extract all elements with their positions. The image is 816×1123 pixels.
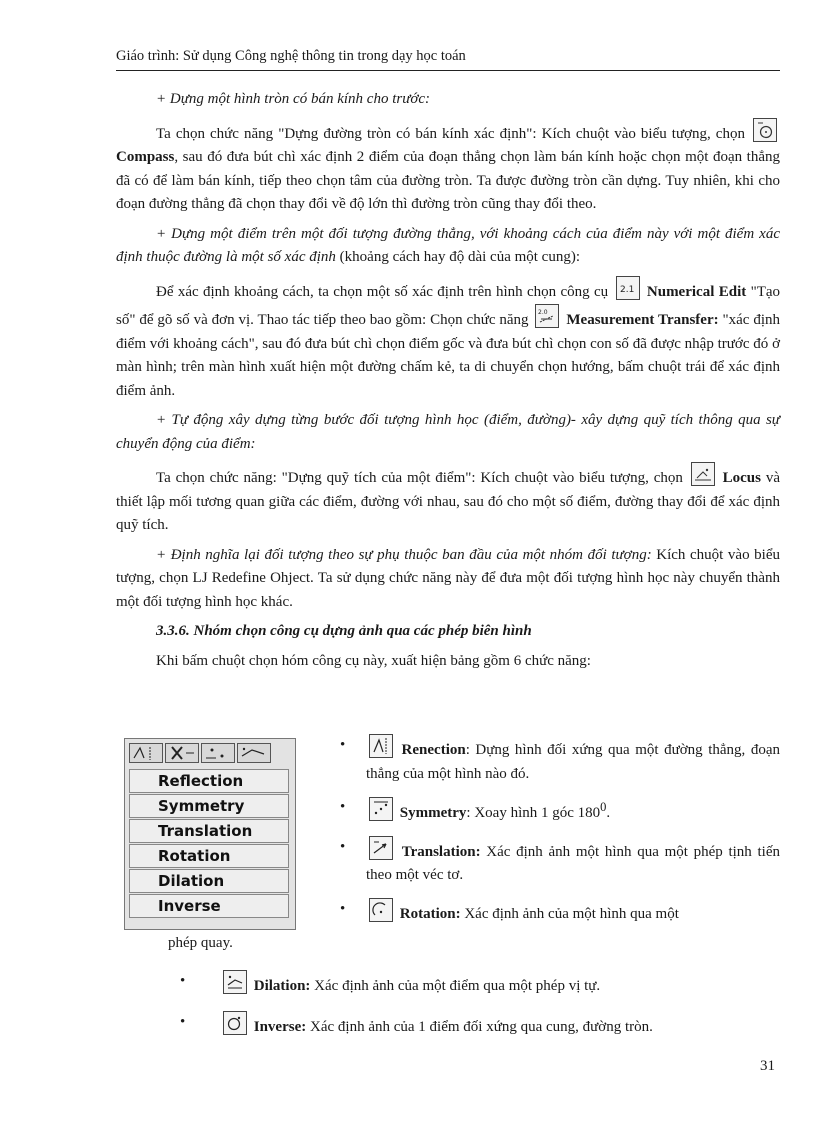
bullet-dot: • [340, 737, 346, 753]
text-span: Xác định ảnh của 1 điểm đối xứng qua cung, đường tròn. [306, 1018, 653, 1035]
page-header: Giáo trình: Sử dụng Công nghệ thông tin trong dạy học toán [116, 48, 466, 64]
text-span: và thiết lập mối tương quan giữa các điểm, đường với nhau, sau đó cho một số điểm, đường thay đổi để xác định quỹ tích. [116, 470, 780, 533]
paragraph-compass [116, 118, 780, 217]
text-span: Xác định ảnh của một điểm qua một phép vị tự. [310, 978, 601, 994]
subheading-point-on-line [116, 223, 780, 270]
measurement-transfer-label: Measurement Transfer: [566, 312, 719, 328]
compass-icon [753, 118, 777, 142]
rotation-icon [369, 898, 393, 922]
paragraph-locus [116, 462, 780, 538]
bullet-dilation [180, 970, 780, 999]
text-span: + Dựng một điểm trên một đối tượng đường thẳng, với khoảng cách của điểm này với một điểm xác định thuộc đường là một số xác định [116, 225, 780, 265]
measurement-transfer-icon [535, 304, 559, 328]
toolbox-toolbar [129, 743, 271, 765]
text-span: : Dựng hình đối xứng qua một đường thẳng, đoạn thẳng của một hình nào đó. [366, 742, 780, 782]
text-span: . [606, 805, 611, 821]
symmetry-icon [369, 797, 393, 821]
bullet-inverse [180, 1011, 780, 1040]
bullets-right-column [340, 734, 780, 936]
body-text [116, 88, 780, 679]
section-title: 3.3.6. Nhóm chọn công cụ dựng ảnh qua các phép biên hình [156, 623, 532, 639]
dilation-icon [223, 970, 247, 994]
toolbox-item-reflection[interactable]: Reflection [129, 769, 289, 793]
bullet-symmetry [340, 796, 780, 826]
measurement-transfer-icon-label: 2.0 [538, 309, 549, 316]
text-span: , sau đó đưa bút chì xác định 2 điểm của đoạn thẳng chọn làm bán kính hoặc chọn một đoạn thẳng đã có để làm bán kính, tiếp theo chọn tâm của đường tròn. Ta được đường tròn cần dựng. Tuy nhiên, khi cho đoạn đường thẳng đã chọn thay đổi về độ lớn thì đường tròn cũng thay đổi theo. [116, 149, 780, 212]
text-span: Kích chuột vào biểu tượng, chọn LJ Redefine Ohject. Ta sử dụng chức năng này để đưa một đối tượng hình học này chuyển thành một đối tượng hình học khác. [116, 546, 780, 610]
text-span: Xác định ảnh một hình qua một phép tịnh tiến theo một véc tơ. [366, 843, 780, 883]
subheading-circle: + Dựng một hình tròn có bán kính cho trước: [156, 91, 431, 107]
bullet-dot: • [340, 799, 346, 815]
toolbox-item-rotation[interactable]: Rotation [129, 844, 289, 868]
inverse-label: Inverse: [253, 1018, 307, 1035]
bullets-bottom [180, 970, 780, 1051]
numerical-edit-icon [616, 276, 640, 300]
x-tool-icon [165, 743, 199, 763]
transform-toolbox-screenshot [124, 738, 296, 930]
text-span: (khoảng cách hay độ dài của một cung): [335, 249, 581, 265]
paragraph-redefine [116, 544, 780, 615]
point-tool-icon [201, 743, 235, 763]
symmetry-label: Symmetry [399, 805, 467, 821]
bullet-reflection [340, 734, 780, 786]
locus-label: Locus [722, 470, 761, 486]
translation-icon [369, 836, 393, 860]
page-number: 31 [760, 1058, 775, 1074]
toolbox-item-translation[interactable]: Translation [129, 819, 289, 843]
bullet-dot: • [180, 1013, 186, 1030]
header-rule [116, 70, 780, 71]
subheading-locus: + Tự động xây dựng từng bước đối tượng hình học (điểm, đường)- xây dựng quỹ tích thông qua sự chuyển động của điểm: [116, 412, 780, 452]
dilation-label: Dilation: [253, 978, 311, 994]
rotation-label: Rotation: [399, 905, 461, 922]
bullet-dot: • [340, 838, 346, 855]
numerical-edit-label: Numerical Edit [646, 283, 747, 300]
reflection-tool-icon [129, 743, 163, 763]
text-span: Ta chọn chức năng "Dựng đường tròn có bán kính xác định": Kích chuột vào biểu tượng, chọn [156, 125, 745, 142]
text-span: Xác định ảnh của một hình qua một [460, 905, 679, 922]
bullet-rotation [340, 898, 780, 927]
translation-label: Translation: [401, 843, 481, 860]
paragraph-intro-toolbox: Khi bấm chuột chọn hóm công cụ này, xuất hiện bảng gồm 6 chức năng: [156, 652, 591, 669]
reflection-label: Renection [401, 742, 466, 758]
compass-label: Compass [116, 149, 175, 165]
text-span: Ta chọn chức năng: "Dựng quỹ tích của một điểm": Kích chuột vào biểu tượng, chọn [156, 470, 683, 486]
text-span: Để xác định khoảng cách, ta chọn một số xác định trên hình chọn công cụ [156, 283, 609, 300]
toolbox-item-dilation[interactable]: Dilation [129, 869, 289, 893]
bullet-translation [340, 836, 780, 888]
text-span: "xác định điểm với khoảng cách", sau đó đưa bút chì chọn điểm gốc và đưa bút chì chọn con số đã được nhập trước đó ở màn hình; trên màn hình xuất hiện một đường chấm kẻ, ta di chuyển chọn hướng, bấm chuột trái để xác định điểm ảnh. [116, 312, 781, 399]
degree-superscript: 0 [600, 800, 607, 814]
bullet-dot: • [180, 973, 186, 989]
paragraph-numerical-edit [116, 276, 780, 404]
toolbox-item-symmetry[interactable]: Symmetry [129, 794, 289, 818]
toolbox-item-inverse[interactable]: Inverse [129, 894, 289, 918]
locus-icon [691, 462, 715, 486]
toolbox-menu [129, 769, 289, 919]
text-span: + Định nghĩa lại đối tượng theo sự phụ thuộc ban đầu của một nhóm đối tượng: [156, 546, 652, 563]
inverse-icon [223, 1011, 247, 1035]
dilation-tool-icon [237, 743, 271, 763]
text-span: "Tạo số" để gõ số và đơn vị. Thao tác tiếp theo bao gồm: Chọn chức năng [116, 283, 781, 328]
reflection-icon [369, 734, 393, 758]
numerical-edit-icon-label: 2.1 [619, 284, 634, 295]
bullet-dot: • [340, 900, 346, 917]
rotation-continuation: phép quay. [168, 935, 233, 951]
text-span: : Xoay hình 1 góc 180 [466, 805, 601, 821]
